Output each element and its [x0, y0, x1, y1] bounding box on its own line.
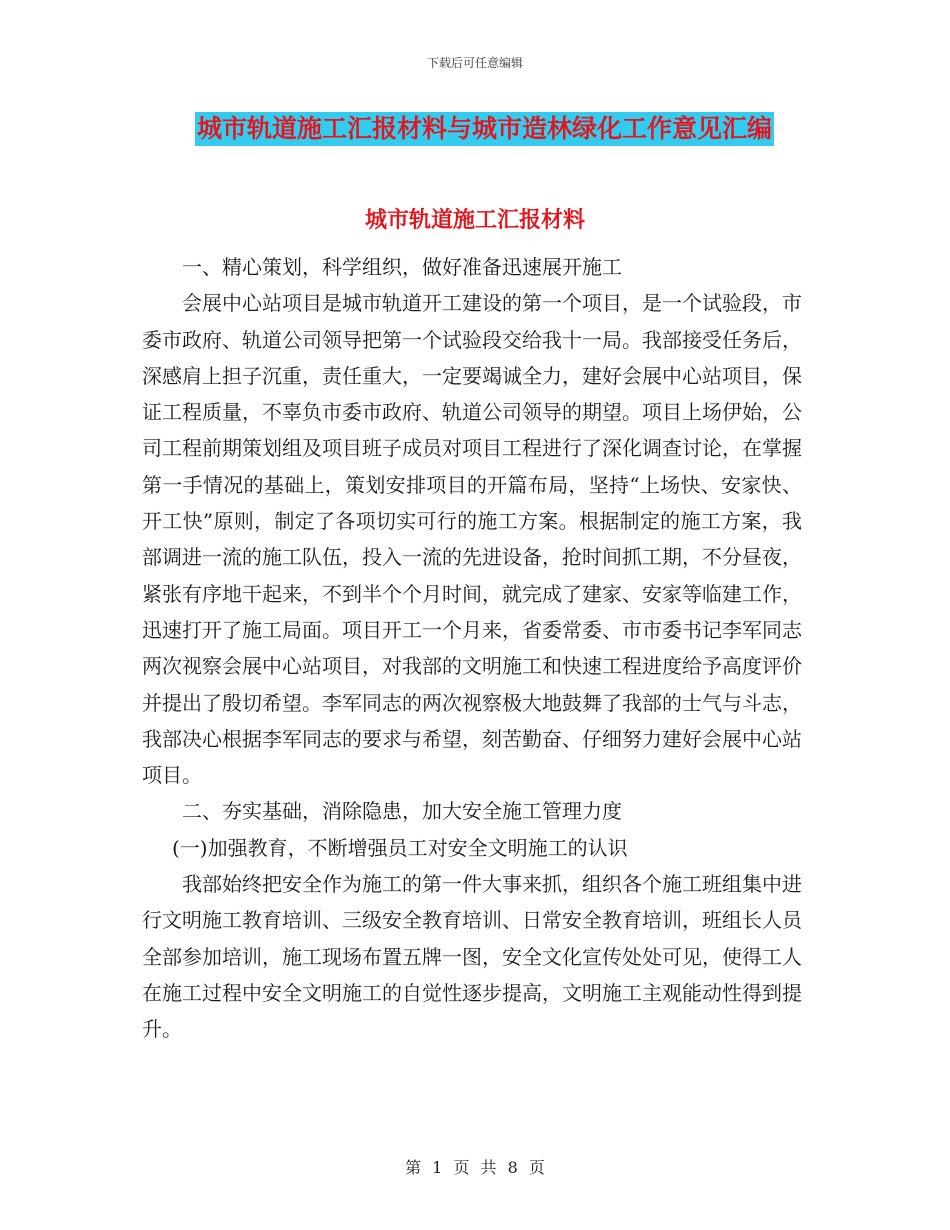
section-title: 城市轨道施工汇报材料 [364, 208, 585, 233]
subheading-paragraph-1: (一)加强教育，不断增强员工对安全文明施工的认识 [172, 835, 628, 860]
heading-paragraph-2: 二、夯实基础，消除隐患，加大安全施工管理力度 [182, 799, 622, 824]
header-note: 下载后可任意编辑 [426, 56, 523, 70]
main-title: 城市轨道施工汇报材料与城市造林绿化工作意见汇编 [195, 112, 774, 146]
page-footer: 第 1 页 共 8 页 [405, 1158, 545, 1177]
heading-paragraph-1: 一、精心策划，科学组织，做好准备迅速展开施工 [182, 255, 622, 279]
body-paragraph-1: 会展中心站项目是城市轨道开工建设的第一个项目，是一个试验段，市委市政府、轨道公司领导把第一个试验段交给我十一局。我部接受任务后，深感肩上担子沉重，责任重大，一定要竭诚全力，建好会展中心站项目，保证工程质量，不辜负市委市政府、轨道公司领导的期望。项目上场伊始，公司工程前期策划组及项目班子成员对项目工程进行了深化调查讨论，在掌握第一手情况的基础上，策划安排项目的开篇布局，坚持“上场快、安家快、开工快”原则，制定了各项切实可行的施工方案。根据制定的施工方案，我部调进一流的施工队伍，投入一流的先进设备，抢时间抓工期，不分昼夜，紧张有序地干起来，不到半个个月时间，就完成了建家、安家等临建工作，迅速打开了施工局面。项目开工一个月来，省委常委、市市委书记李军同志两次视察会展中心站项目，对我部的文明施工和快速工程进度给予高度评价并提出了殷切希望。李军同志的两次视察极大地鼓舞了我部的士气与斗志，我部决心根据李军同志的要求与希望，刻苦勤奋、仔细努力建好会展中心站项目。 [142, 291, 802, 788]
body-paragraph-2: 我部始终把安全作为施工的第一件大事来抓，组织各个施工班组集中进行文明施工教育培训、三级安全教育培训、日常安全教育培训，班组长人员全部参加培训，施工现场布置五牌一图，安全文化宣传处处可见，使得工人在施工过程中安全文明施工的自觉性逐步提高，文明施工主观能动性得到提升。 [142, 872, 802, 1042]
body-text [142, 249, 802, 1048]
